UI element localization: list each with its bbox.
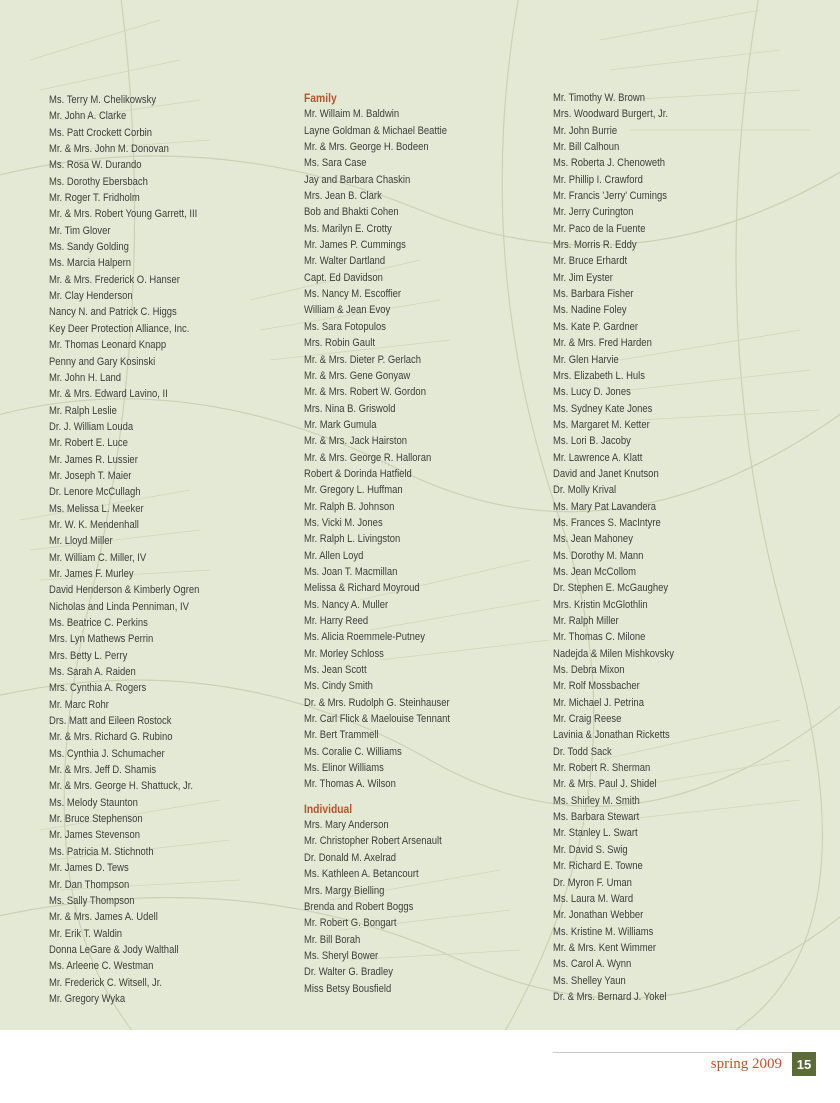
donor-name: Mr. Jonathan Webber [553, 909, 644, 922]
donor-name: Mr. Stanley L. Swart [553, 827, 638, 840]
donor-name: Ms. Marilyn E. Crotty [304, 222, 392, 235]
donor-name: Dr. Walter G. Bradley [304, 966, 394, 979]
donor-name: Ms. Kristine M. Williams [553, 925, 654, 938]
donor-name: Mr. & Mrs. Robert Young Garrett, III [49, 208, 198, 221]
donor-name: Mrs. Elizabeth L. Huls [553, 369, 646, 382]
donor-name: Mr. Joseph T. Maier [49, 469, 132, 482]
donor-name: Mr. & Mrs. Jack Hairston [304, 435, 408, 448]
donor-name: Mr. Bert Trammell [304, 729, 379, 742]
donor-name: Mr. Erik T. Waldin [49, 927, 123, 940]
donor-name: Mrs. Cynthia A. Rogers [49, 682, 147, 695]
donor-name: Mrs. Betty L. Perry [49, 649, 128, 662]
donor-name: Mr. Allen Loyd [304, 549, 364, 562]
donor-name: Donna LeGare & Jody Walthall [49, 943, 179, 956]
donor-name: Ms. Sandy Golding [49, 241, 129, 254]
donor-name: Mrs. Woodward Burgert, Jr. [553, 108, 668, 121]
donor-name: Ms. Shelley Yaun [553, 974, 626, 987]
donor-name: Mrs. Morris R. Eddy [553, 239, 637, 252]
donor-name: Mr. Glen Harvie [553, 353, 619, 366]
page-number-badge: 15 [792, 1052, 816, 1076]
donor-name: Ms. Patt Crockett Corbin [49, 126, 153, 139]
donor-name: Mr. & Mrs. Kent Wimmer [553, 941, 657, 954]
donor-name: Dr. Lenore McCullagh [49, 486, 141, 499]
donor-name: Ms. Sara Case [304, 157, 367, 170]
donor-name: Ms. Margaret M. Ketter [553, 418, 650, 431]
donor-name: Mr. & Mrs. James A. Udell [49, 911, 158, 924]
donor-name: Ms. Nancy A. Muller [304, 598, 389, 611]
donor-name: Ms. Laura M. Ward [553, 892, 634, 905]
donor-name: Ms. Sydney Kate Jones [553, 402, 653, 415]
donor-name: Mr. Ralph Miller [553, 615, 619, 627]
donor-name: Mr. Thomas Leonard Knapp [49, 339, 167, 352]
donor-name: Ms. Sarah A. Raiden [49, 666, 136, 679]
donor-column-1 [49, 92, 199, 1007]
donor-name: Mr. Frederick C. Witsell, Jr. [49, 976, 163, 989]
donor-name: Mr. Roger T. Fridholm [49, 192, 140, 205]
donor-name: Mr. John H. Land [49, 371, 122, 384]
donor-name: Layne Goldman & Michael Beattie [304, 124, 448, 137]
donor-name: Jay and Barbara Chaskin [304, 173, 411, 186]
donor-name: Ms. Sally Thompson [49, 894, 135, 907]
donor-name: Mrs. Mary Anderson [304, 819, 389, 832]
donor-name: Ms. Barbara Fisher [553, 288, 634, 301]
donor-name: Mr. Carl Flick & Maelouise Tennant [304, 713, 450, 726]
donor-name: Mr. W. K. Mendenhall [49, 518, 139, 531]
donor-name: Nadejda & Milen Mishkovsky [553, 647, 674, 660]
donor-name: Ms. Alicia Roemmele-Putney [304, 631, 425, 644]
donor-name: Mr. Robert E. Luce [49, 437, 128, 450]
donor-name: Mr. Thomas A. Wilson [304, 778, 396, 791]
donor-name: Mr. & Mrs. George H. Shattuck, Jr. [49, 780, 194, 793]
donor-name: Mr. Dan Thompson [49, 878, 130, 891]
donor-name: Mr. Gregory L. Huffman [304, 484, 403, 497]
donor-name: Mr. & Mrs. Jeff D. Shamis [49, 764, 157, 777]
donor-name: Mr. William C. Miller, IV [49, 551, 147, 564]
donor-name: Mr. & Mrs. George R. Halloran [304, 451, 432, 464]
donor-name: Mr. & Mrs. Robert W. Gordon [304, 386, 426, 399]
donor-name: Dr. Stephen E. McGaughey [553, 582, 669, 595]
donor-name: Mr. Craig Reese [553, 713, 622, 726]
donor-name: Ms. Lori B. Jacoby [553, 435, 631, 448]
donor-name: Dr. Molly Krival [553, 484, 617, 497]
donor-name: Mr. Robert R. Sherman [553, 762, 651, 775]
donor-name: Mr. David S. Swig [553, 843, 628, 856]
donor-name: Mr. James R. Lussier [49, 453, 138, 466]
donor-name: Mrs. Margy Bielling [304, 884, 385, 897]
donor-name: Mr. & Mrs. Frederick O. Hanser [49, 273, 180, 286]
donor-name: Mr. Ralph Leslie [49, 404, 117, 417]
donor-name: Mr. Jerry Curington [553, 206, 634, 219]
donor-name: Key Deer Protection Alliance, Inc. [49, 322, 190, 335]
donor-name: Ms. Coralie C. Williams [304, 745, 402, 758]
donor-name: Nancy N. and Patrick C. Higgs [49, 306, 177, 319]
donor-name: Mr. John Burrie [553, 124, 618, 137]
donor-name: Dr. Myron F. Uman [553, 876, 632, 889]
donor-name: Ms. Nadine Foley [553, 304, 627, 317]
donor-name: Melissa & Richard Moyroud [304, 582, 420, 595]
donor-name: Ms. Cindy Smith [304, 680, 373, 693]
donor-name: Ms. Jean McCollom [553, 565, 637, 578]
donor-name: Mr. & Mrs. Gene Gonyaw [304, 369, 411, 382]
donor-name: Ms. Jean Scott [304, 664, 367, 677]
donor-name: Ms. Rosa W. Durando [49, 159, 142, 172]
donor-name: Mr. Timothy W. Brown [553, 92, 645, 104]
donor-name: Ms. Marcia Halpern [49, 257, 132, 270]
donor-name: Mr. Ralph B. Johnson [304, 500, 395, 513]
individual-donor-list [304, 817, 450, 997]
donor-name: Penny and Gary Kosinski [49, 355, 156, 368]
donor-name: Mr. Gregory Wyka [49, 992, 126, 1005]
donor-name: Mr. Willaim M. Baldwin [304, 108, 400, 121]
donor-name: Mr. John A. Clarke [49, 110, 127, 123]
donor-name: Ms. Roberta J. Chenoweth [553, 157, 666, 170]
donor-name: Mrs. Kristin McGlothlin [553, 598, 648, 611]
donor-name: Ms. Melody Staunton [49, 796, 138, 809]
donor-name: Bob and Bhakti Cohen [304, 206, 399, 219]
donor-name: David Henderson & Kimberly Ogren [49, 584, 200, 597]
family-donor-list [304, 106, 450, 792]
donor-name: Miss Betsy Bousfield [304, 982, 392, 995]
donor-column-2 [304, 90, 450, 997]
donor-name: David and Janet Knutson [553, 467, 659, 480]
footer-rule [553, 1052, 793, 1053]
donor-name: Ms. Sheryl Bower [304, 949, 379, 962]
donor-name: Ms. Arleene C. Westman [49, 960, 154, 973]
donor-name: Mr. Lawrence A. Klatt [553, 451, 643, 464]
section-gap [304, 793, 450, 801]
donor-name: Ms. Kate P. Gardner [553, 320, 639, 333]
donor-name: Mr. Mark Gumula [304, 418, 377, 431]
donor-name: Mr. Bruce Stephenson [49, 813, 143, 826]
donor-name: Mr. Phillip I. Crawford [553, 173, 643, 186]
donor-name: Mr. Tim Glover [49, 224, 111, 237]
donor-name: Ms. Beatrice C. Perkins [49, 617, 148, 629]
donor-name: Brenda and Robert Boggs [304, 900, 414, 913]
donor-name: Mr. Michael J. Petrina [553, 696, 644, 709]
donor-name: Ms. Jean Mahoney [553, 533, 633, 546]
donor-name: Mr. Morley Schloss [304, 647, 384, 660]
donor-name: Mr. Robert G. Bongart [304, 917, 397, 930]
donor-name: Mr. James Stevenson [49, 829, 140, 842]
donor-name: Ms. Nancy M. Escoffier [304, 288, 402, 301]
donor-name: Ms. Vicki M. Jones [304, 516, 383, 529]
donor-column-3 [553, 90, 674, 1005]
donor-name: Ms. Debra Mixon [553, 664, 625, 677]
donor-name: Mrs. Jean B. Clark [304, 190, 382, 203]
donor-name: Mr. Lloyd Miller [49, 535, 113, 548]
donor-name: Ms. Sara Fotopulos [304, 320, 387, 333]
donor-name: Mr. & Mrs. Fred Harden [553, 337, 652, 350]
donor-name: Mr. Walter Dartland [304, 255, 386, 268]
donor-name: Mr. & Mrs. Paul J. Shidel [553, 778, 657, 791]
issue-label: spring 2009 [710, 1056, 782, 1072]
donor-name: William & Jean Evoy [304, 304, 391, 317]
donor-name: Mrs. Robin Gault [304, 337, 375, 350]
donor-name: Dr. J. William Louda [49, 420, 134, 433]
donor-name: Mr. James P. Cummings [304, 239, 406, 252]
donor-name: Ms. Joan T. Macmillan [304, 565, 398, 578]
donor-name: Mr. & Mrs. Richard G. Rubino [49, 731, 173, 744]
donor-name: Ms. Patricia M. Stichnoth [49, 845, 154, 858]
donor-name: Ms. Barbara Stewart [553, 811, 640, 824]
donor-name: Mr. Clay Henderson [49, 290, 133, 303]
donor-name: Ms. Dorothy M. Mann [553, 549, 644, 562]
donor-name: Mr. Bruce Erhardt [553, 255, 628, 268]
donor-name: Ms. Carol A. Wynn [553, 958, 632, 971]
donor-name: Ms. Lucy D. Jones [553, 386, 631, 399]
donor-name: Mr. Harry Reed [304, 615, 369, 627]
donor-name: Mr. Thomas C. Milone [553, 631, 646, 644]
donor-name: Dr. Todd Sack [553, 745, 612, 758]
donor-name: Ms. Frances S. MacIntyre [553, 516, 661, 529]
donor-name: Ms. Cynthia J. Schumacher [49, 747, 165, 760]
donor-name: Lavinia & Jonathan Ricketts [553, 729, 670, 742]
donor-name: Ms. Terry M. Chelikowsky [49, 94, 157, 106]
donor-name: Mr. Marc Rohr [49, 698, 109, 711]
donor-name: Ms. Dorothy Ebersbach [49, 175, 148, 188]
donor-name: Ms. Mary Pat Lavandera [553, 500, 657, 513]
donor-name: Mr. Paco de la Fuente [553, 222, 646, 235]
donor-name: Mrs. Nina B. Griswold [304, 402, 396, 415]
donor-name: Dr. & Mrs. Rudolph G. Steinhauser [304, 696, 450, 709]
donor-name: Robert & Dorinda Hatfield [304, 467, 412, 480]
donor-name: Mr. James D. Tews [49, 862, 129, 875]
donor-name: Mr. Bill Calhoun [553, 141, 620, 154]
donor-name: Mr. James F. Murley [49, 567, 134, 580]
section-heading-family: Family [304, 91, 337, 105]
section-heading-individual: Individual [304, 801, 353, 816]
donor-name: Mr. & Mrs. Edward Lavino, II [49, 388, 168, 401]
donor-name: Ms. Kathleen A. Betancourt [304, 868, 419, 881]
donor-name: Mr. Richard E. Towne [553, 860, 643, 873]
donor-name: Mrs. Lyn Mathews Perrin [49, 633, 154, 646]
donor-name: Mr. & Mrs. George H. Bodeen [304, 141, 429, 154]
donor-name: Capt. Ed Davidson [304, 271, 383, 284]
donor-name: Nicholas and Linda Penniman, IV [49, 600, 189, 613]
donor-name: Dr. & Mrs. Bernard J. Yokel [553, 990, 667, 1003]
donor-name: Drs. Matt and Eileen Rostock [49, 715, 172, 728]
donor-name: Mr. & Mrs. John M. Donovan [49, 143, 169, 156]
donor-name: Ms. Melissa L. Meeker [49, 502, 144, 515]
donor-name: Mr. & Mrs. Dieter P. Gerlach [304, 353, 422, 366]
donor-name: Mr. Christopher Robert Arsenault [304, 835, 442, 848]
donor-name: Dr. Donald M. Axelrad [304, 851, 397, 864]
donor-name: Ms. Elinor Williams [304, 762, 384, 775]
donor-name: Ms. Shirley M. Smith [553, 794, 640, 807]
donor-name: Mr. Jim Eyster [553, 271, 613, 284]
donor-name: Mr. Francis 'Jerry' Cumings [553, 190, 668, 203]
donor-name: Mr. Ralph L. Livingston [304, 533, 401, 546]
donor-name: Mr. Rolf Mossbacher [553, 680, 640, 693]
donor-name: Mr. Bill Borah [304, 933, 361, 946]
